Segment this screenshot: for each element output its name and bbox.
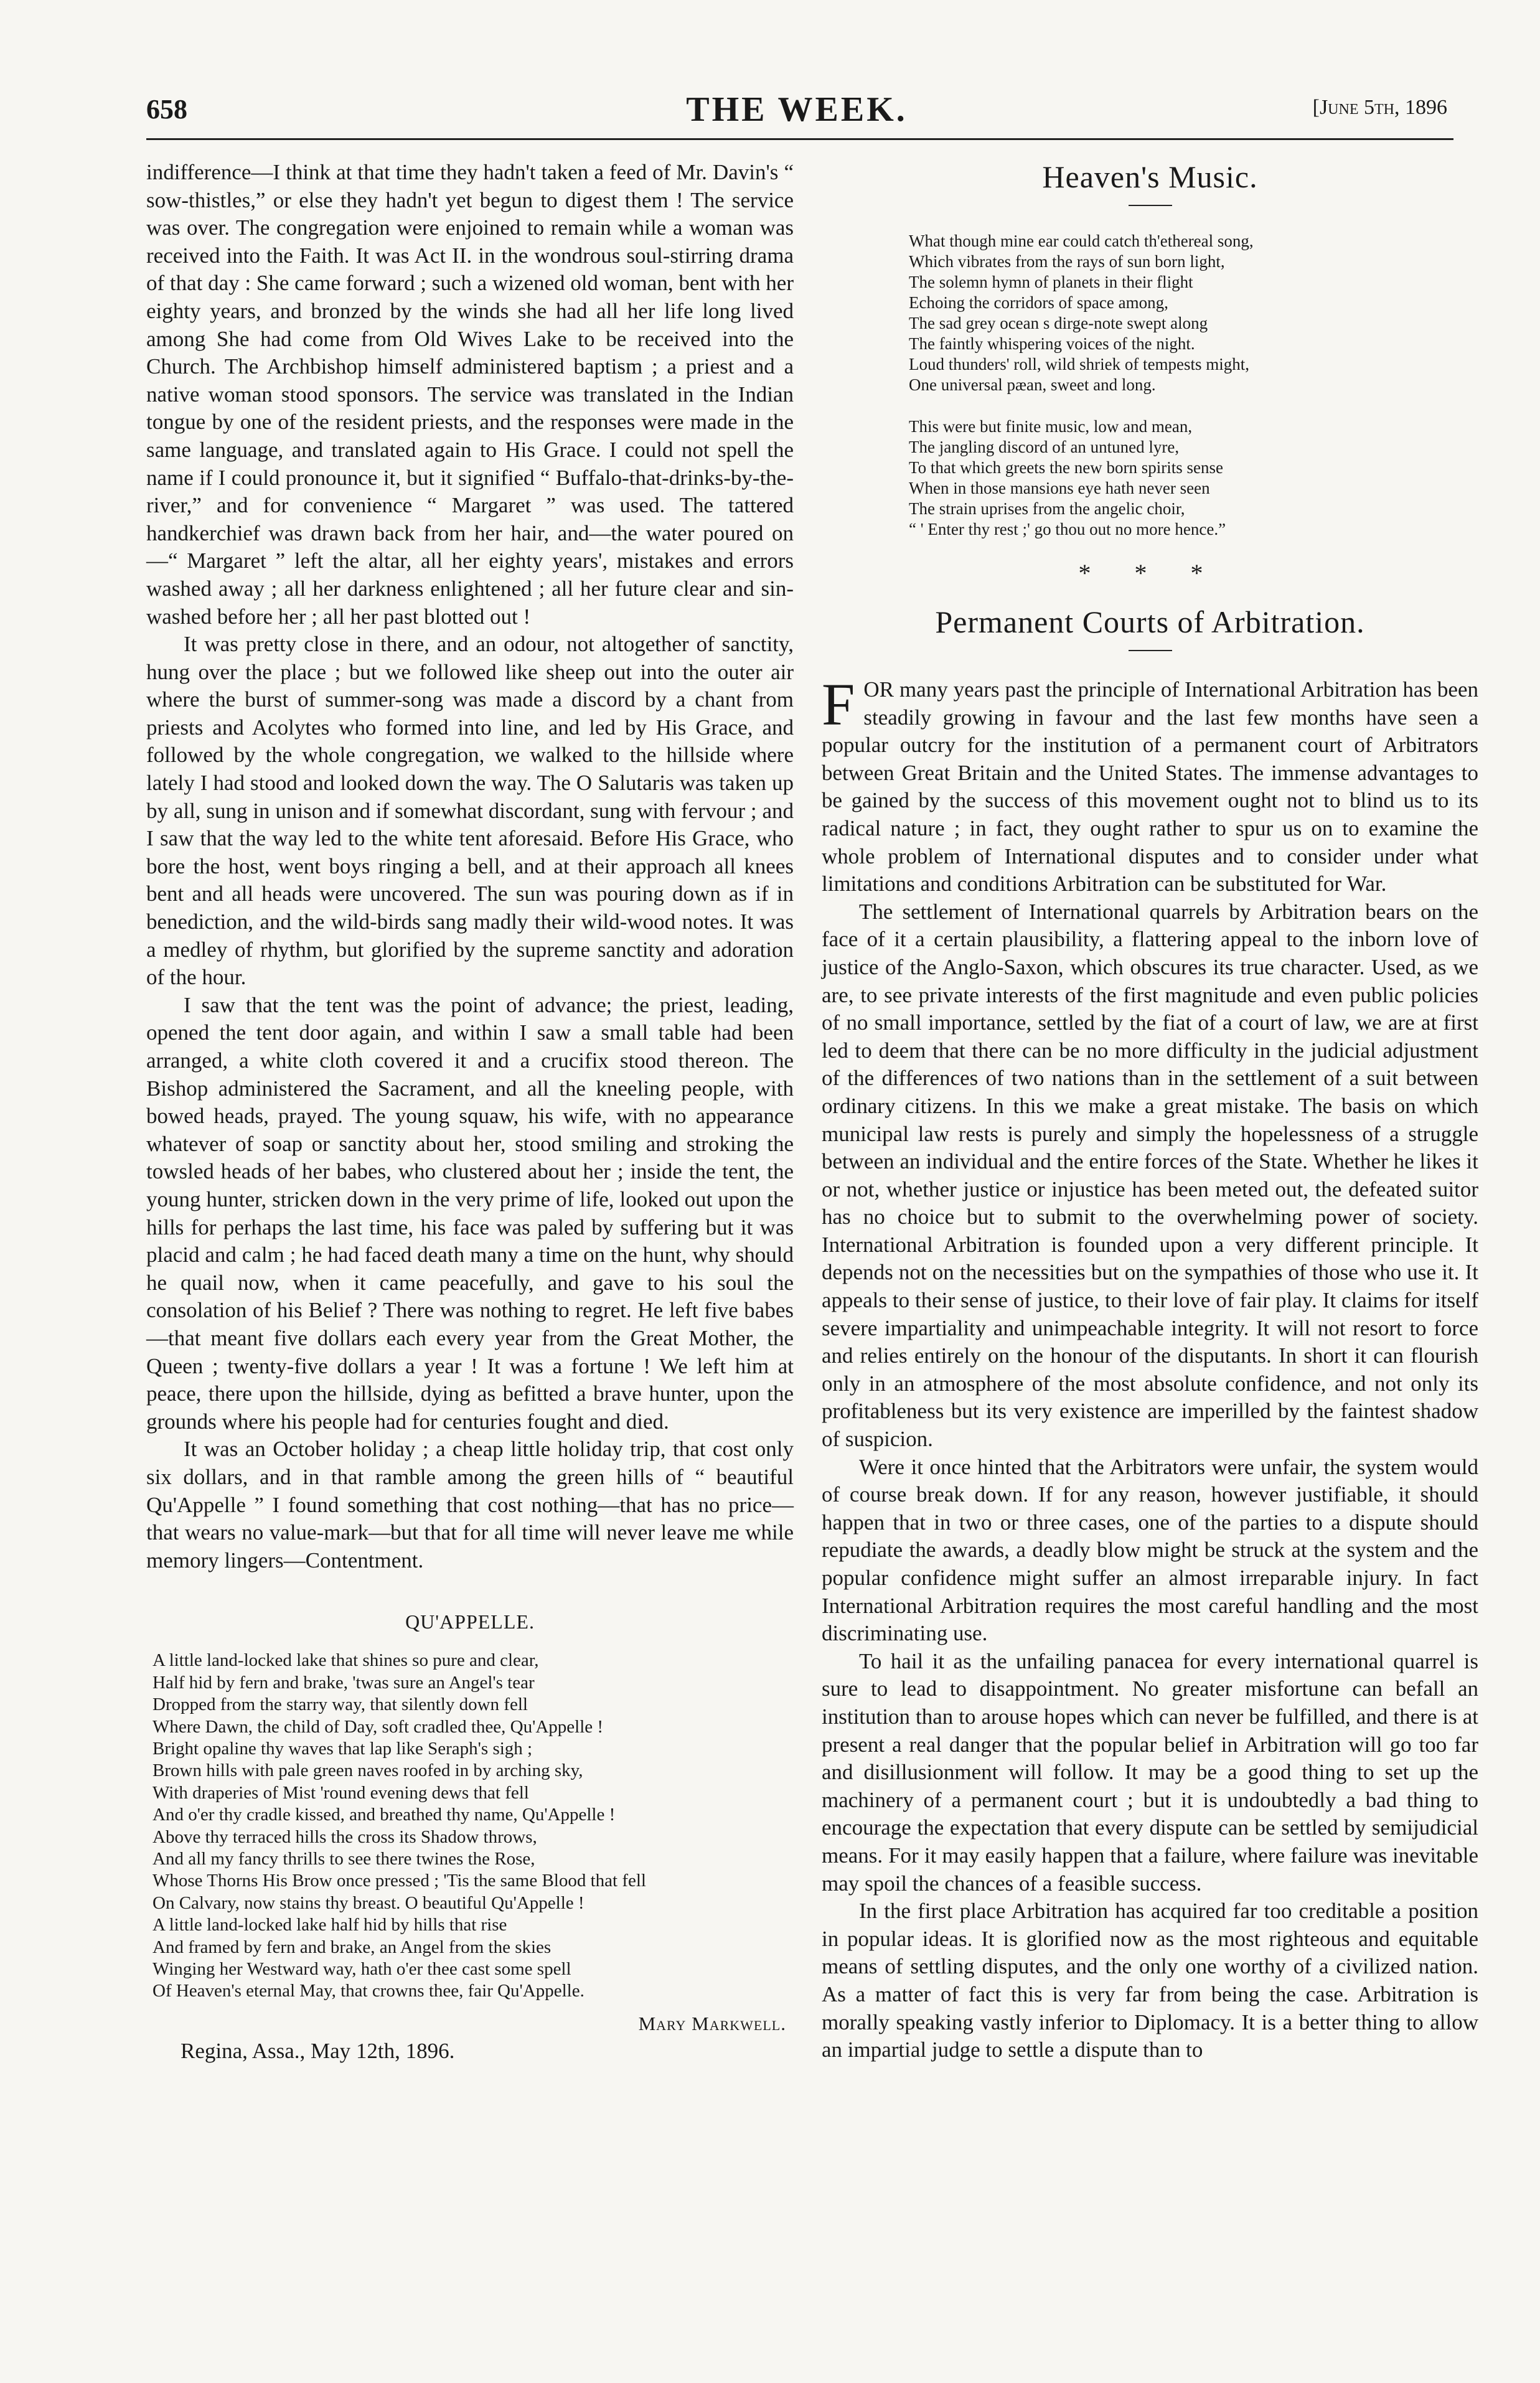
poem-line: Of Heaven's eternal May, that crowns thee, fair Qu'Appelle. <box>153 1981 585 2001</box>
poem-line: Winging her Westward way, hath o'er thee cast some spell <box>153 1958 571 1979</box>
title-rule <box>1129 650 1172 651</box>
lead-word: OR <box>863 677 894 702</box>
verse-line: The jangling discord of an untuned lyre, <box>909 438 1180 456</box>
verse-line: Which vibrates from the rays of sun born light, <box>909 252 1225 271</box>
stanza-gap <box>909 395 1478 416</box>
article-paragraph: It was pretty close in there, and an odour, not altogether of sanctity, hung over the place ; but we followed like sheep out into the outer air where the burst of summer-song was made a discord by a chant from priests and Acolytes who formed into line, and led by His Grace, and followed by the whole congregation, we walked to the hillside where lately I had stood and looked down the way. The O Salutaris was taken up by all, sung in unison and if somewhat discordant, sung with fervour ; and I saw that the way led to the white tent aforesaid. Before His Grace, who bore the host, went boys ringing a bell, and at their approach all knees bent and all heads were uncovered. The sun was pouring down as if in benediction, and the wild-birds sang madly their wild-wood notes. It was a medley of rhythm, but glorified by the supreme sanctity and adoration of the hour. <box>146 632 794 990</box>
article-paragraph: In the first place Arbitration has acquired far too creditable a position in popular ideas. It is glorified now as the most righteous and equitable means of settling disputes, and the only one worthy of a civilized nation. As a matter of fact this is very far from being the case. Arbitration is morally speaking vastly inferior to Diplomacy. It is a better thing to allow an impartial judge to settle a dispute than to <box>822 1899 1478 2062</box>
article-paragraph: indifference—I think at that time they hadn't taken a feed of Mr. Davin's “ sow-thistles,” or else they hadn't yet begun to digest them ! The service was over. The congregation were enjoined to remain while a woman was received into the Faith. It was Act II. in the wondrous soul-stirring drama of that day : She came forward ; such a wizened old woman, bent with her eighty years, and bronzed by the winds she had all her life long lived among She had come from Old Wives Lake to be received into the Church. The Archbishop himself administered baptism ; a priest and a native woman stood sponsors. The service was translated in the Indian tongue by one of the resident priests, and the responses were made in the same language, and translated again to His Grace. I could not spell the name if I could pronounce it, but it signified “ Buffalo-that-drinks-by-the-river,” and for convenience “ Margaret ” was used. The tattered handkerchief was drawn back from her hair, and—the water poured on—“ Margaret ” left the altar, all her eighty years', mistakes and errors washed away ; all her darkness enlightened ; all her future clear and sin-washed before her ; all her past blotted out ! <box>146 160 794 629</box>
poem-line: And all my fancy thrills to see there twines the Rose, <box>153 1848 535 1869</box>
article-paragraph: It was an October holiday ; a cheap little holiday trip, that cost only six dollars, and in that ramble among the green hills of “ beautiful Qu'Appelle ” I found something that cost nothing—that has no price—that wears no value-mark—but that for all time will never leave me while memory lingers—Contentment. <box>146 1437 794 1572</box>
verse-line: This were but finite music, low and mean, <box>909 417 1193 436</box>
verse-line: One universal pæan, sweet and long. <box>909 375 1156 394</box>
page-number: 658 <box>146 94 187 125</box>
asterism: * * * <box>1078 559 1222 587</box>
verse-line: “ ' Enter thy rest ;' go thou out no more hence.” <box>909 520 1226 538</box>
poem-line: Brown hills with pale green naves roofed in by arching sky, <box>153 1760 583 1781</box>
verse-line: When in those mansions eye hath never seen <box>909 479 1210 497</box>
poem-line: With draperies of Mist 'round evening dews that fell <box>153 1782 529 1803</box>
poem-place-date: Regina, Assa., May 12th, 1896. <box>181 2038 455 2063</box>
poem-line: And framed by fern and brake, an Angel from the skies <box>153 1937 552 1957</box>
verse-line: The solemn hymn of planets in their flight <box>909 273 1193 291</box>
arbitration-title: Permanent Courts of Arbitration. <box>935 604 1365 639</box>
verse-line: Loud thunders' roll, wild shriek of tempests might, <box>909 355 1250 374</box>
verse-line: The faintly whispering voices of the night. <box>909 334 1195 353</box>
poem-line: A little land-locked lake half hid by hills that rise <box>153 1915 507 1935</box>
article-paragraph: To hail it as the unfailing panacea for every international quarrel is sure to lead to disappointment. No greater misfortune can befall an institution than to arouse hopes which can never be fulfilled, and there is at present a real danger that the popular belief in Arbitration will go too far and disillusionment will follow. It may be a good thing to set up the machinery of a permanent court ; but it is undoubtedly a bad thing to encourage the expectation that every dispute can be settled by semijudicial means. For it may easily happen that a failure, where failure was inevitable may spoil the chances of a feasible success. <box>822 1648 1478 1896</box>
poem-title: QU'APPELLE. <box>405 1610 535 1633</box>
left-column <box>146 159 794 2064</box>
article-paragraph: I saw that the tent was the point of advance; the priest, leading, opened the tent door again, and within I saw a small table had been arranged, a white cloth covered it and a crucifix stood thereon. The Bishop administered the Sacrament, and all the kneeling people, with bowed heads, prayed. The young squaw, his wife, with no appearance whatever of soap or sanctity about her, stood smiling and stroking the towsled heads of her babes, who clustered about her ; inside the tent, the young hunter, stricken down in the very prime of life, looked out upon the hills for perhaps the last time, his face was paled by suffering but it was placid and calm ; he had faced death many a time on the hunt, why should he quail now, when it came peacefully, and gave to his soul the consolation of his Belief ? There was nothing to regret. He left five babes—that meant five dollars each every year from the Great Mother, the Queen ; twenty-five dollars a year ! It was a fortune ! We left him at peace, there upon the hillside, dying as befitted a brave hunter, upon the grounds where his people had for centuries fought and died. <box>146 992 794 1434</box>
poem <box>153 1650 794 2003</box>
poem-line: On Calvary, now stains thy breast. O beautiful Qu'Appelle ! <box>153 1892 585 1913</box>
drop-cap: F <box>822 671 855 738</box>
paragraph-text: many years past the principle of International Arbitration has been steadily growing in favour and the last few months have seen a popular outcry for the institution of a permanent court of Arbitrators between Great Britain and the United States. The immense advantages to be gained by the success of this movement ought not to blind us to its radical nature ; in fact, they ought rather to spur us on to examine the whole problem of International disputes and to consider under what limitations and conditions Arbitration can be substituted for War. <box>822 677 1478 896</box>
masthead: THE WEEK. <box>686 90 908 129</box>
heavens-music-title: Heaven's Music. <box>1042 159 1258 194</box>
header-rule <box>146 138 1453 140</box>
page-header <box>146 90 1447 131</box>
poem-author: Mary Markwell. <box>638 2012 786 2034</box>
issue-date: [June 5th, 1896 <box>1312 96 1447 119</box>
verse-line: Echoing the corridors of space among, <box>909 293 1168 312</box>
verse-line: To that which greets the new born spirits sense <box>909 458 1223 477</box>
poem-line: Half hid by fern and brake, 'twas sure an Angel's tear <box>153 1672 535 1693</box>
poem-line: Above thy terraced hills the cross its Shadow throws, <box>153 1826 537 1847</box>
article-paragraph <box>822 671 1478 898</box>
poem-line: Dropped from the starry way, that silently down fell <box>153 1694 528 1715</box>
poem-line: A little land-locked lake that shines so pure and clear, <box>153 1650 539 1671</box>
verse-line: What though mine ear could catch th'ethereal song, <box>909 232 1254 250</box>
heavens-music-verse <box>909 231 1478 540</box>
right-column <box>822 159 1478 2064</box>
verse-line: The strain uprises from the angelic choir, <box>909 499 1185 518</box>
poem-line: Where Dawn, the child of Day, soft cradled thee, Qu'Appelle ! <box>153 1716 604 1737</box>
article-paragraph: The settlement of International quarrels by Arbitration bears on the face of it a certain plausibility, a flattering appeal to the inborn love of justice of the Anglo-Saxon, which obscures its true character. Used, as we are, to see private interests of the first magnitude and even public policies of no small importance, settled by the fiat of a court of law, we are at first led to deem that there can be no more difficulty in the judicial adjustment of the differences of two nations than in the settlement of a suit between ordinary citizens. In this we make a great mistake. The basis on which municipal law rests is purely and simply the hopelessness of a struggle between an individual and the entire forces of the State. Whether he likes it or not, whether justice or injustice has been meted out, the defeated suitor has no choice but to submit to the overwhelming power of society. International Arbitration is founded upon a very different principle. It depends not on the necessities but on the sympathies of those who use it. It appeals to their sense of justice, to their love of fair play. It claims for itself severe impartiality and unimpeachable integrity. It will not resort to force and relies entirely on the honour of the disputants. In short it can flourish only in an atmosphere of the most absolute confidence, and not only its profitableness but its very existence are imperilled by the faintest shadow of suspicion. <box>822 899 1478 1452</box>
article-paragraph: Were it once hinted that the Arbitrators were unfair, the system would of course break down. If for any reason, however justifiable, it should happen that in two or three cases, one of the parties to a dispute should repudiate the awards, a deadly blow might be struck at the system and the popular confidence might suffer an almost irreparable injury. In fact International Arbitration requires the most careful handling and the most discriminating use. <box>822 1454 1478 1646</box>
title-rule <box>1129 205 1172 206</box>
poem-line: Bright opaline thy waves that lap like Seraph's sigh ; <box>153 1738 533 1759</box>
poem-line: And o'er thy cradle kissed, and breathed thy name, Qu'Appelle ! <box>153 1805 616 1825</box>
poem-line: Whose Thorns His Brow once pressed ; 'Tis the same Blood that fell <box>153 1871 646 1891</box>
verse-line: The sad grey ocean s dirge-note swept along <box>909 314 1208 332</box>
